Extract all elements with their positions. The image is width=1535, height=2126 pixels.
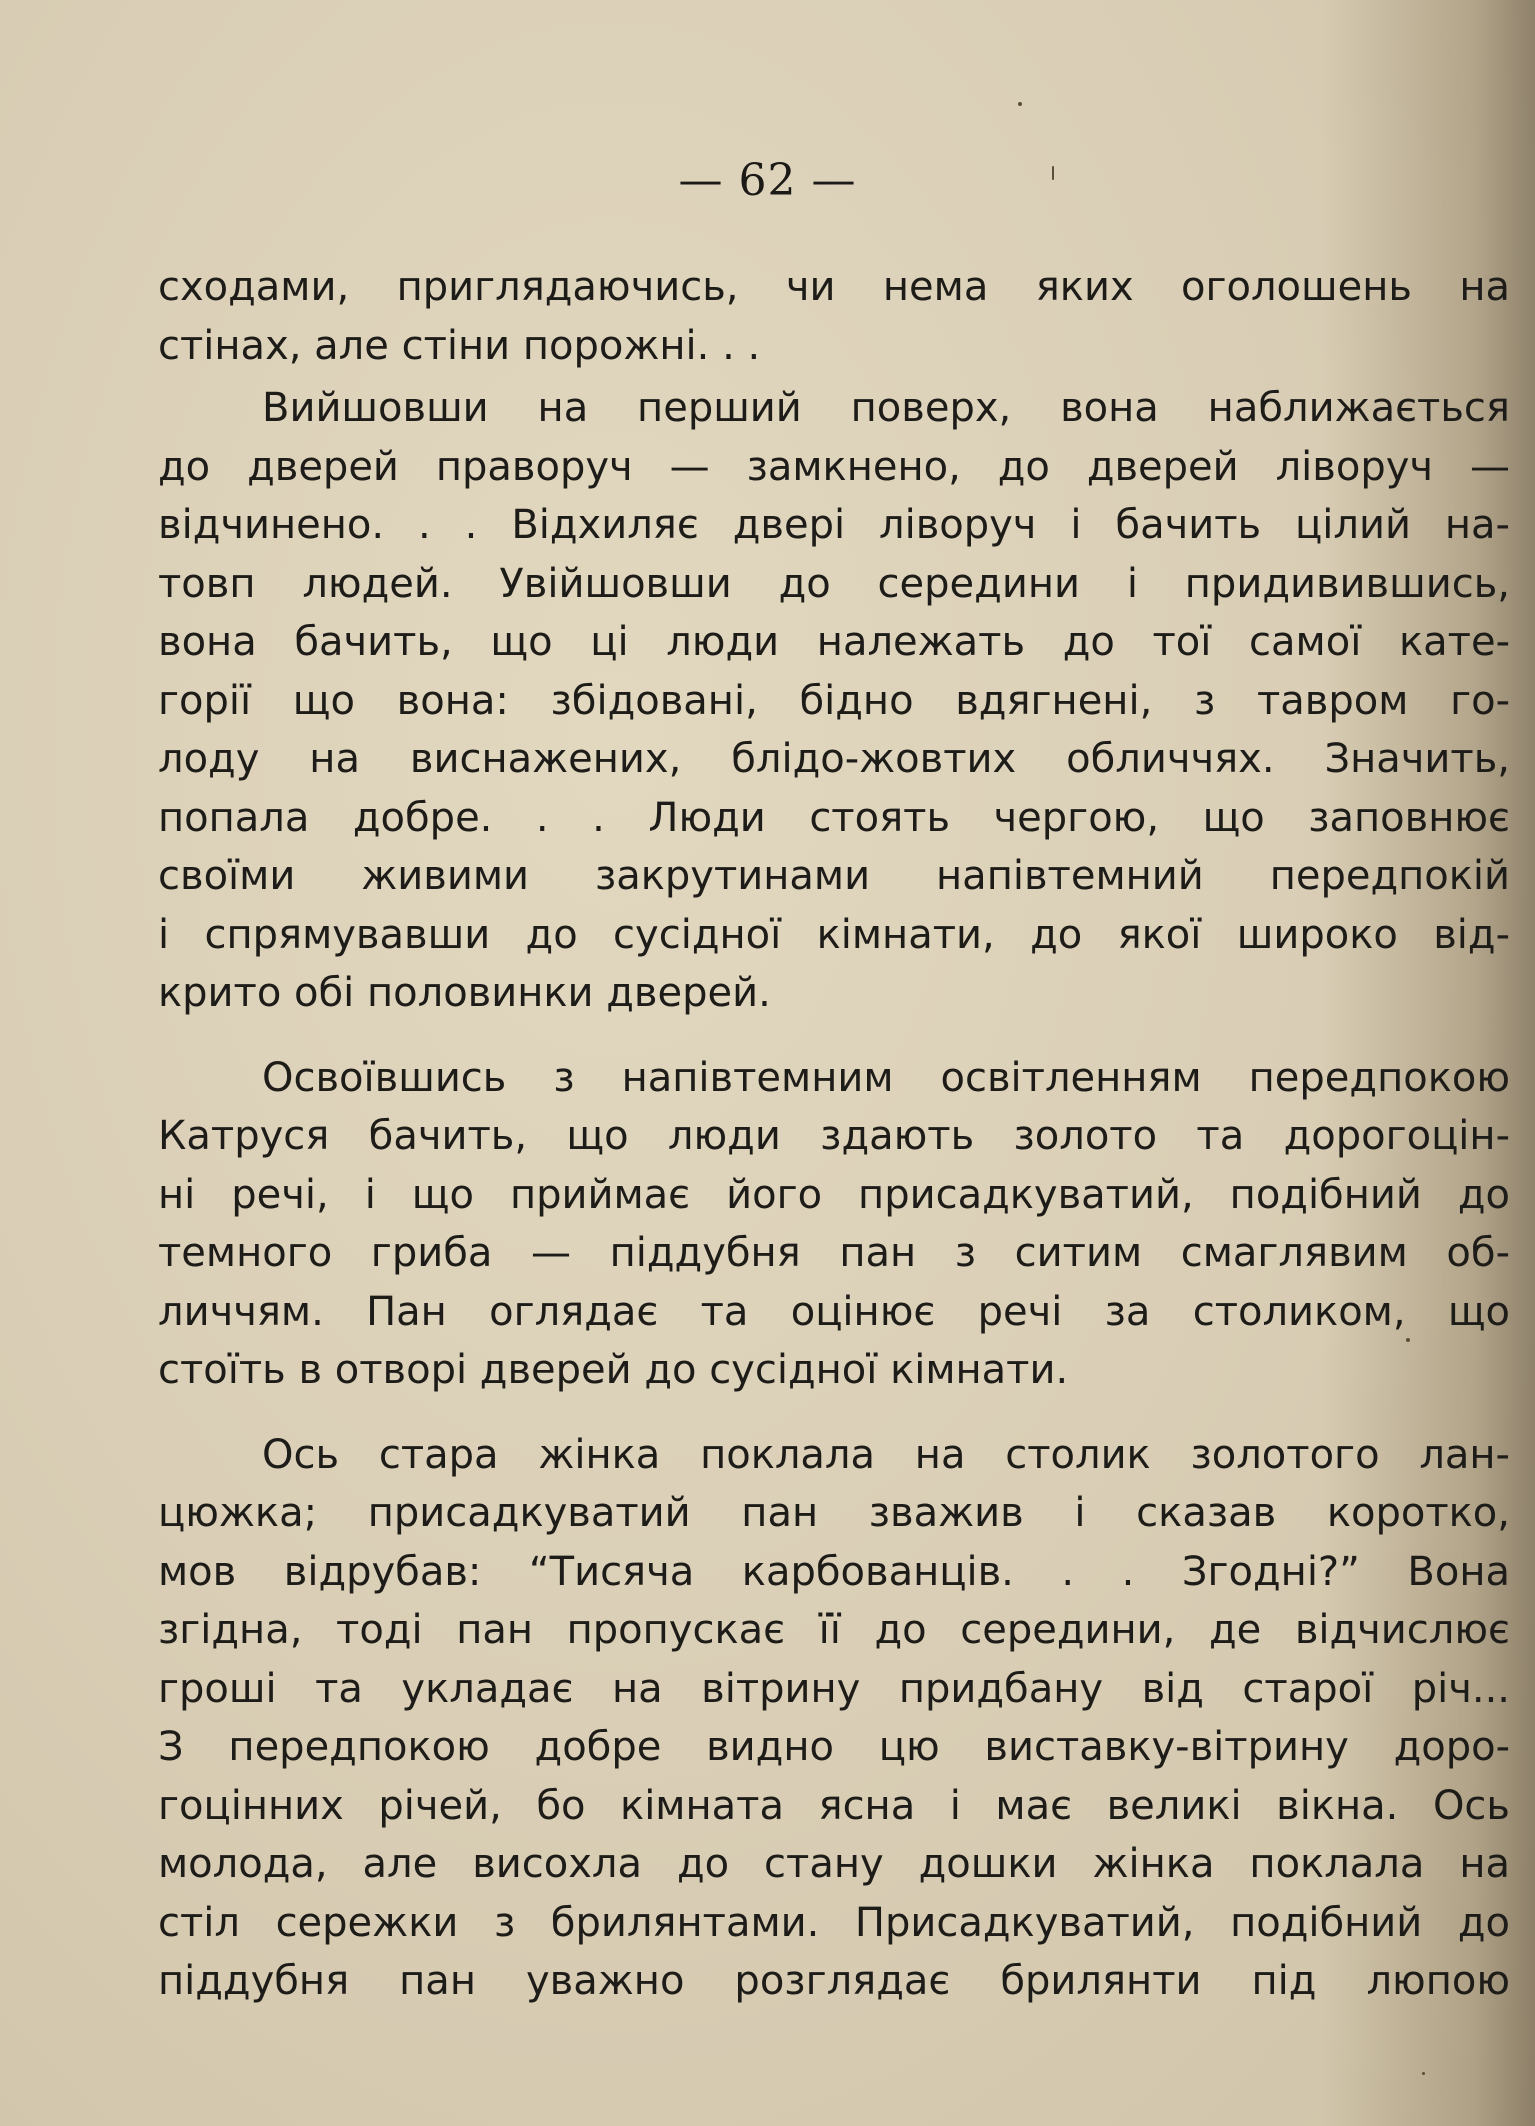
text-line: попала добре. . . Люди стоять чергою, що заповнює: [158, 794, 1510, 841]
text-line: Ось стара жінка поклала на столик золотого лан-: [262, 1431, 1510, 1478]
page-number: — 62 —: [678, 155, 857, 206]
text-line: ні речі, і що приймає його присадкуватий, подібний до: [158, 1171, 1510, 1218]
text-line: З передпокою добре видно цю виставку-вітрину доро-: [158, 1724, 1510, 1770]
text-line: до дверей праворуч — замкнено, до дверей ліворуч —: [158, 443, 1510, 490]
text-line: Освоївшись з напівтемним освітленням передпокою: [262, 1054, 1510, 1101]
text-line: Катруся бачить, що люди здають золото та дорогоцін-: [158, 1113, 1510, 1159]
text-line: згідна, тоді пан пропускає її до середини, де відчислює: [158, 1607, 1510, 1653]
text-line: Вийшовши на перший поверх, вона наближається: [262, 385, 1510, 431]
text-line: товп людей. Увійшовши до середини і придивившись,: [158, 560, 1510, 607]
text-line: своїми живими закрутинами напівтемний передпокій: [158, 853, 1510, 899]
paragraph: [158, 1049, 1510, 1400]
text-line: піддубня пан уважно розглядає брилянти під люпою: [158, 1958, 1510, 2004]
text-line: відчинено. . . Відхиляє двері ліворуч і бачить цілий на-: [158, 502, 1510, 548]
text-line: стоїть в отворі дверей до сусідної кімнати.: [158, 1347, 1069, 1393]
text-line: і спрямувавши до сусідної кімнати, до якої широко від-: [158, 911, 1510, 958]
text-line: гоцінних річей, бо кімната ясна і має великі вікна. Ось: [158, 1782, 1510, 1829]
paragraph: [158, 258, 1510, 375]
paper-speck: [1422, 2072, 1425, 2075]
paragraph: [158, 379, 1510, 1023]
text-line: цюжка; присадкуватий пан зважив і сказав коротко,: [158, 1490, 1510, 1536]
text-line: лоду на виснажених, блідо-жовтих обличчях. Значить,: [158, 736, 1510, 782]
text-line: мов відрубав: “Тисяча карбованців. . . Згодні?” Вона: [158, 1548, 1510, 1595]
text-line: личчям. Пан оглядає та оцінює речі за столиком, що: [158, 1288, 1510, 1335]
text-line: темного гриба — піддубня пан з ситим смаглявим об-: [158, 1230, 1510, 1276]
text-line: сходами, приглядаючись, чи нема яких оголошень на: [158, 264, 1510, 310]
paper-speck: [1052, 166, 1054, 180]
text-line: вона бачить, що ці люди належать до тої самої кате-: [158, 619, 1510, 665]
text-line: молода, але висохла до стану дошки жінка поклала на: [158, 1841, 1510, 1887]
text-line: стінах, але стіни порожні. . .: [158, 322, 761, 369]
paper-speck: [1406, 1338, 1410, 1342]
text-line: гроші та укладає на вітрину придбану від старої річ...: [158, 1665, 1510, 1712]
paragraph: [158, 1426, 1510, 2011]
text-line: горії що вона: збідовані, бідно вдягнені, з тавром го-: [158, 677, 1510, 724]
paper-speck: [1018, 102, 1022, 106]
text-line: крито обі половинки дверей.: [158, 970, 771, 1016]
body-text: [158, 258, 1510, 2011]
text-line: стіл сережки з брилянтами. Присадкуватий, подібний до: [158, 1899, 1510, 1946]
